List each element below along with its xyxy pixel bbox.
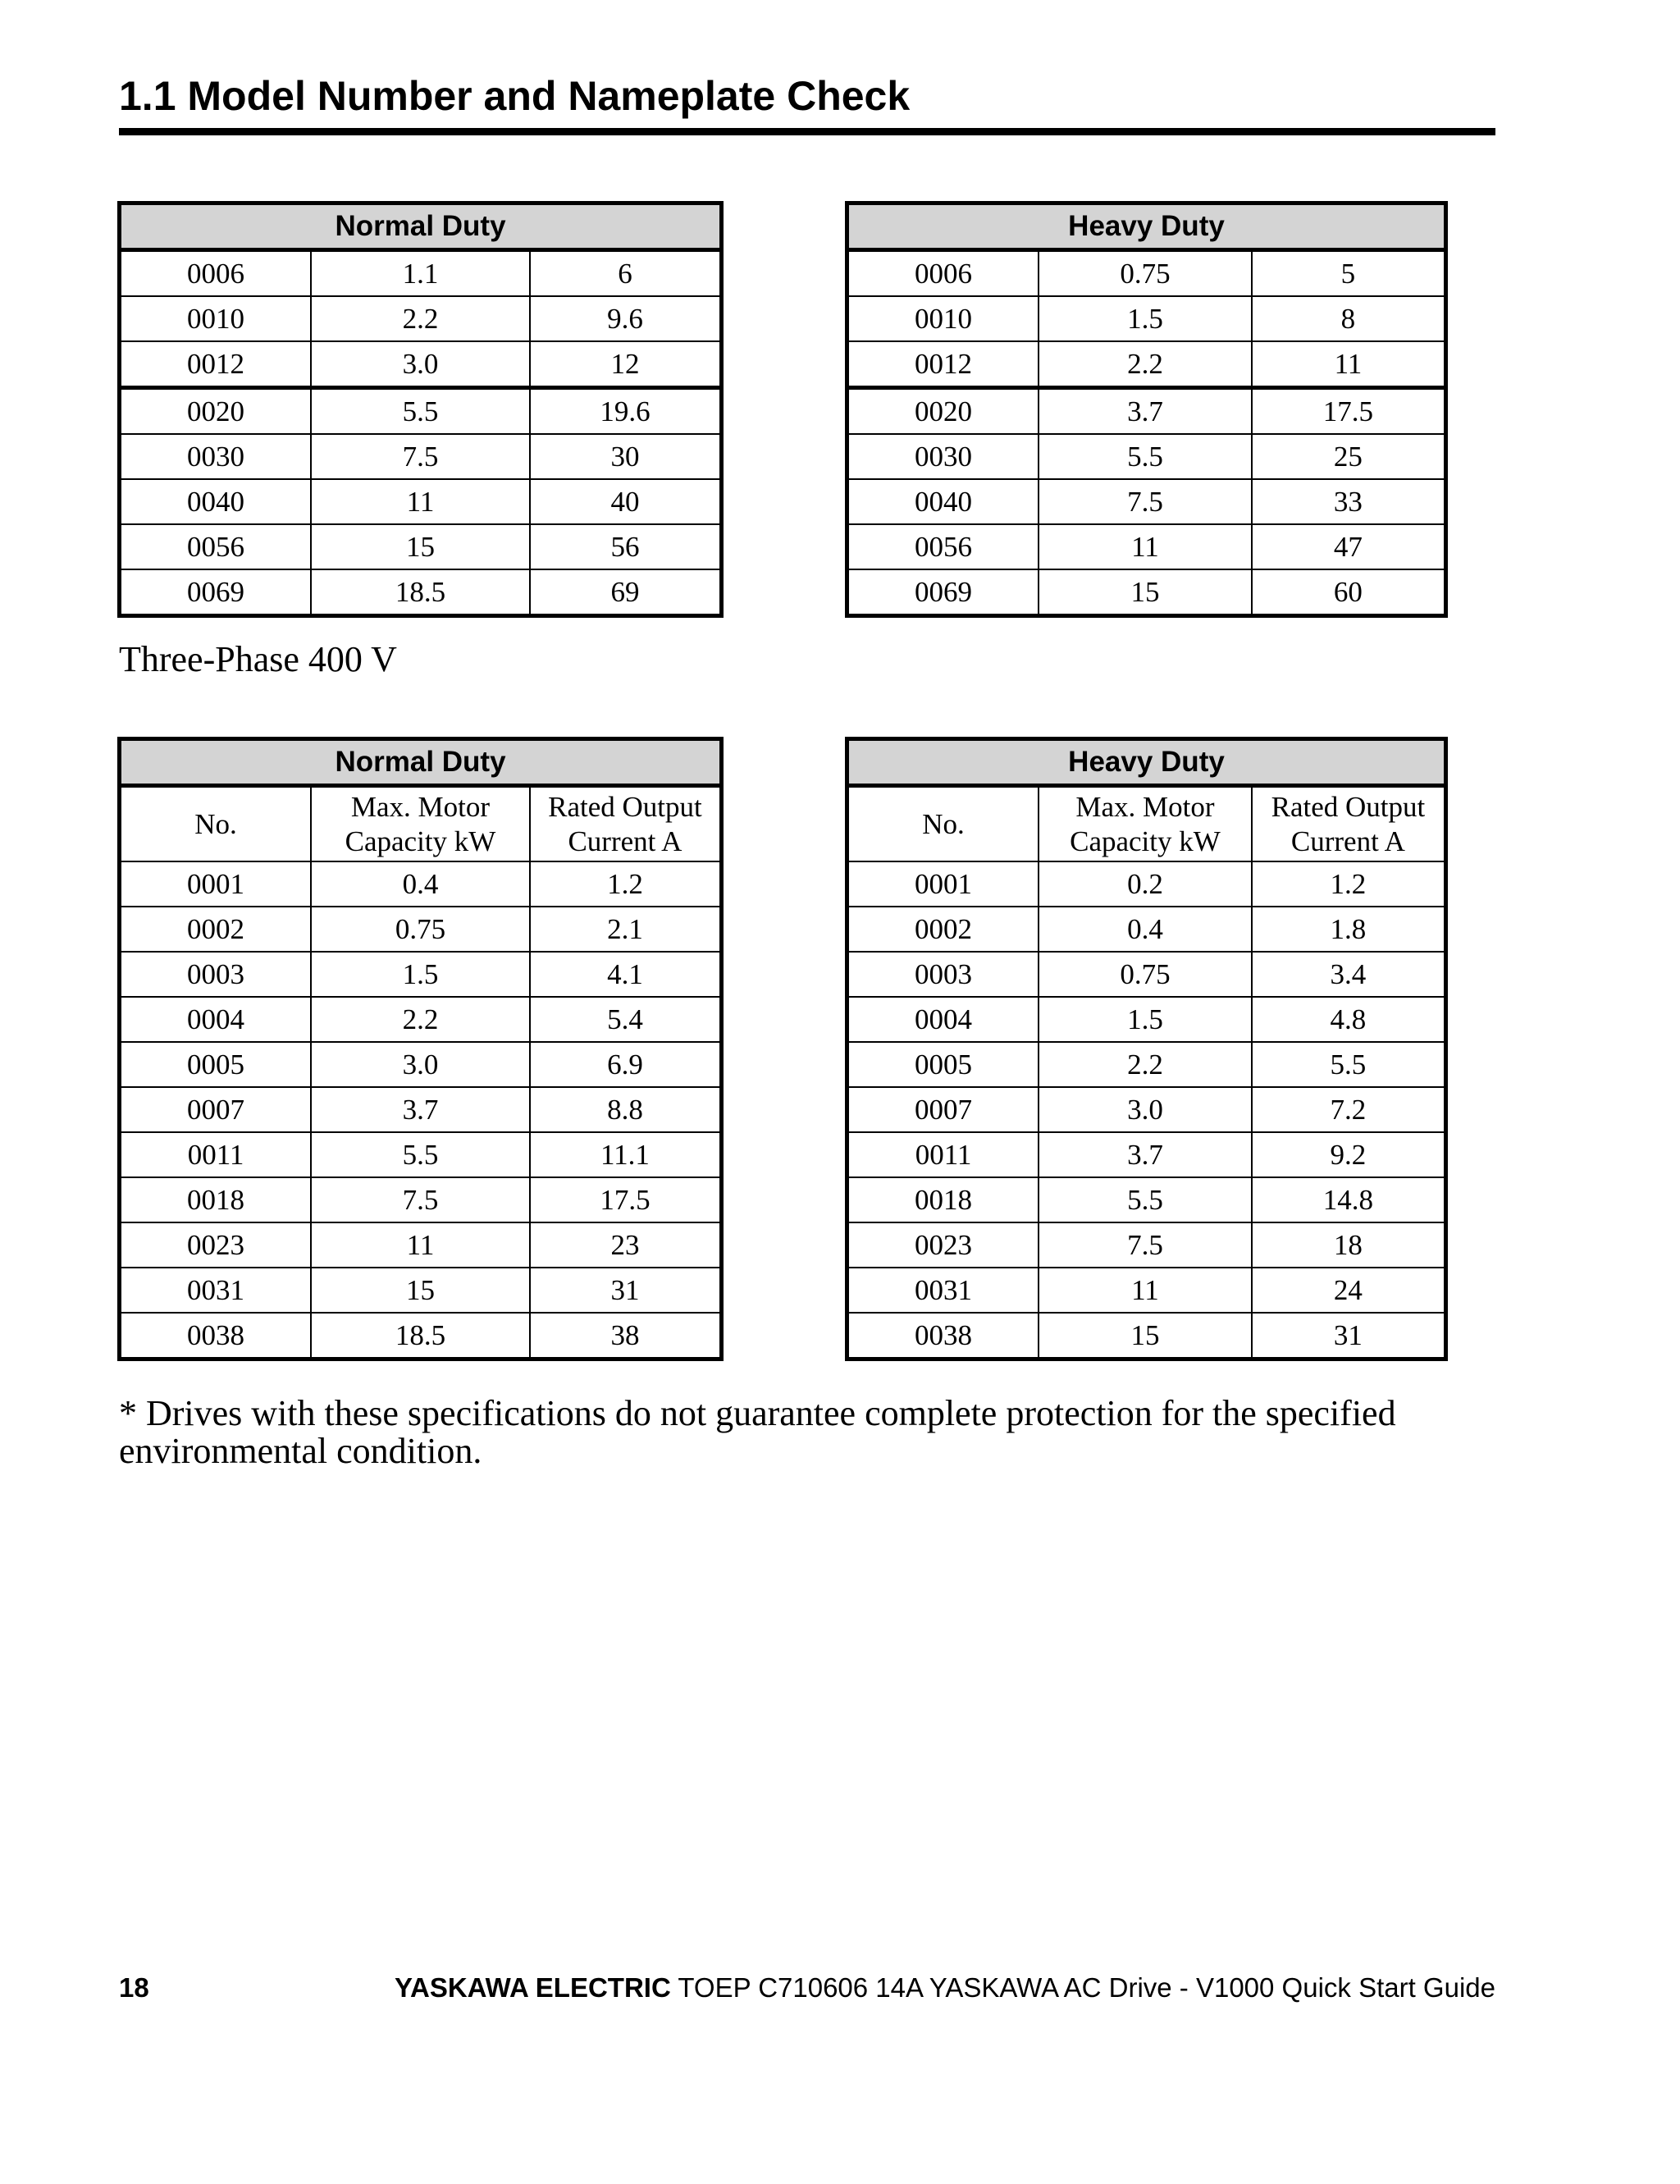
table-cell: 30: [530, 434, 722, 479]
table-cell: 0018: [847, 1177, 1039, 1222]
table-heading: Normal Duty: [120, 739, 722, 786]
table-cell: 15: [1039, 1313, 1252, 1359]
table-cell: 4.8: [1252, 997, 1446, 1042]
table-cell: 5: [1252, 250, 1446, 297]
table-cell: 12: [530, 341, 722, 388]
column-header: Rated Output Current A: [530, 786, 722, 862]
table-cell: 47: [1252, 524, 1446, 569]
table-cell: 11: [1039, 1268, 1252, 1313]
table-cell: 15: [311, 1268, 530, 1313]
table-cell: 0003: [847, 952, 1039, 997]
column-header: Max. Motor Capacity kW: [311, 786, 530, 862]
table-cell: 2.2: [311, 997, 530, 1042]
table-cell: 2.1: [530, 907, 722, 952]
table-cell: 7.5: [311, 434, 530, 479]
table-cell: 9.2: [1252, 1132, 1446, 1177]
table-cell: 40: [530, 479, 722, 524]
table-row: [847, 1222, 1446, 1268]
table-cell: 5.5: [311, 1132, 530, 1177]
table-cell: 0056: [847, 524, 1039, 569]
table-row: [120, 524, 722, 569]
table-cell: 17.5: [1252, 388, 1446, 435]
table-cell: 3.0: [311, 1042, 530, 1087]
normal-duty-200v-table: [117, 201, 724, 618]
table-cell: 5.4: [530, 997, 722, 1042]
table-cell: 18.5: [311, 1313, 530, 1359]
table-cell: 0005: [120, 1042, 312, 1087]
table-cell: 3.7: [1039, 388, 1252, 435]
table-cell: 0007: [120, 1087, 312, 1132]
table-cell: 0010: [120, 296, 312, 341]
table-cell: 5.5: [1039, 434, 1252, 479]
table-cell: 0038: [847, 1313, 1039, 1359]
column-header: Max. Motor Capacity kW: [1039, 786, 1252, 862]
table-cell: 1.5: [311, 952, 530, 997]
table-cell: 0023: [120, 1222, 312, 1268]
table-row: [847, 1042, 1446, 1087]
table-row: [120, 997, 722, 1042]
column-header: Rated Output Current A: [1252, 786, 1446, 862]
table-cell: 0.2: [1039, 861, 1252, 907]
table-row: [120, 952, 722, 997]
table-cell: 18: [1252, 1222, 1446, 1268]
table-cell: 11: [1252, 341, 1446, 388]
table-cell: 56: [530, 524, 722, 569]
column-header-row: [847, 786, 1446, 862]
table-row: [120, 341, 722, 388]
table-row: [847, 1177, 1446, 1222]
table-cell: 3.0: [1039, 1087, 1252, 1132]
table-cell: 31: [1252, 1313, 1446, 1359]
table-cell: 11: [311, 479, 530, 524]
table-cell: 60: [1252, 569, 1446, 616]
table-row: [847, 569, 1446, 616]
table-cell: 0018: [120, 1177, 312, 1222]
table-row: [847, 341, 1446, 388]
table-row: [120, 1042, 722, 1087]
table-cell: 11: [1039, 524, 1252, 569]
table-cell: 0.75: [1039, 250, 1252, 297]
table-row: [120, 250, 722, 297]
table-heading: Heavy Duty: [847, 739, 1446, 786]
heavy-duty-400v-table: [845, 737, 1448, 1361]
table-heading: Heavy Duty: [847, 203, 1446, 250]
normal-duty-400v-table: [117, 737, 724, 1361]
table-row: [847, 479, 1446, 524]
table-cell: 3.7: [311, 1087, 530, 1132]
table-cell: 0003: [120, 952, 312, 997]
table-row: [847, 434, 1446, 479]
table-cell: 15: [1039, 569, 1252, 616]
table-cell: 1.8: [1252, 907, 1446, 952]
table-cell: 1.2: [1252, 861, 1446, 907]
table-row: [120, 907, 722, 952]
section-label: Three-Phase 400 V: [119, 639, 397, 679]
table-cell: 11: [311, 1222, 530, 1268]
table-cell: 2.2: [1039, 1042, 1252, 1087]
table-cell: 25: [1252, 434, 1446, 479]
footer: [395, 1972, 1495, 2004]
table-cell: 0.4: [311, 861, 530, 907]
table-row: [120, 1132, 722, 1177]
footer-brand: YASKAWA ELECTRIC: [395, 1972, 671, 2003]
table-cell: 2.2: [311, 296, 530, 341]
table-cell: 6.9: [530, 1042, 722, 1087]
table-cell: 5.5: [1252, 1042, 1446, 1087]
table-cell: 0001: [847, 861, 1039, 907]
table-row: [847, 997, 1446, 1042]
table-cell: 2.2: [1039, 341, 1252, 388]
table-cell: 3.0: [311, 341, 530, 388]
table-cell: 1.1: [311, 250, 530, 297]
table-cell: 0040: [847, 479, 1039, 524]
page-title: 1.1 Model Number and Nameplate Check: [119, 73, 911, 119]
table-cell: 0020: [847, 388, 1039, 435]
table-cell: 19.6: [530, 388, 722, 435]
table-cell: 3.4: [1252, 952, 1446, 997]
table-row: [120, 479, 722, 524]
table-cell: 0069: [120, 569, 312, 616]
table-cell: 0069: [847, 569, 1039, 616]
table-row: [120, 1268, 722, 1313]
table-cell: 0007: [847, 1087, 1039, 1132]
table-cell: 0001: [120, 861, 312, 907]
table-cell: 0004: [847, 997, 1039, 1042]
table-cell: 0.75: [1039, 952, 1252, 997]
table-cell: 5.5: [1039, 1177, 1252, 1222]
table-cell: 5.5: [311, 388, 530, 435]
table-cell: 18.5: [311, 569, 530, 616]
table-row: [847, 524, 1446, 569]
table-cell: 0038: [120, 1313, 312, 1359]
table-cell: 7.5: [311, 1177, 530, 1222]
footer-text: TOEP C710606 14A YASKAWA AC Drive - V1000 Quick Start Guide: [670, 1972, 1495, 2003]
table-cell: 0011: [120, 1132, 312, 1177]
table-cell: 0004: [120, 997, 312, 1042]
table-cell: 0010: [847, 296, 1039, 341]
table-cell: 17.5: [530, 1177, 722, 1222]
table-row: [847, 250, 1446, 297]
table-cell: 11.1: [530, 1132, 722, 1177]
table-cell: 7.5: [1039, 1222, 1252, 1268]
table-row: [120, 1313, 722, 1359]
table-row: [847, 1087, 1446, 1132]
table-cell: 0030: [120, 434, 312, 479]
table-cell: 1.5: [1039, 296, 1252, 341]
table-cell: 15: [311, 524, 530, 569]
table-cell: 0031: [847, 1268, 1039, 1313]
table-row: [847, 1268, 1446, 1313]
table-cell: 8.8: [530, 1087, 722, 1132]
table-cell: 3.7: [1039, 1132, 1252, 1177]
table-cell: 0002: [120, 907, 312, 952]
table-cell: 24: [1252, 1268, 1446, 1313]
table-cell: 0023: [847, 1222, 1039, 1268]
table-row: [847, 388, 1446, 435]
page-number: 18: [119, 1972, 149, 2003]
table-cell: 14.8: [1252, 1177, 1446, 1222]
table-cell: 0040: [120, 479, 312, 524]
table-cell: 31: [530, 1268, 722, 1313]
table-cell: 7.2: [1252, 1087, 1446, 1132]
table-row: [847, 296, 1446, 341]
title-rule: [119, 128, 1495, 135]
table-row: [120, 434, 722, 479]
footnote: * Drives with these specifications do not guarantee complete protection for the specified environmental condition.: [119, 1393, 1396, 1471]
table-cell: 38: [530, 1313, 722, 1359]
table-cell: 9.6: [530, 296, 722, 341]
table-cell: 0011: [847, 1132, 1039, 1177]
table-row: [847, 1313, 1446, 1359]
column-header: No.: [847, 786, 1039, 862]
table-cell: 0.75: [311, 907, 530, 952]
table-row: [120, 1222, 722, 1268]
table-cell: 0.4: [1039, 907, 1252, 952]
table-cell: 0012: [847, 341, 1039, 388]
table-row: [120, 388, 722, 435]
table-cell: 33: [1252, 479, 1446, 524]
table-cell: 0006: [847, 250, 1039, 297]
table-cell: 0012: [120, 341, 312, 388]
table-cell: 1.5: [1039, 997, 1252, 1042]
table-cell: 0030: [847, 434, 1039, 479]
table-cell: 23: [530, 1222, 722, 1268]
table-row: [120, 296, 722, 341]
table-cell: 0002: [847, 907, 1039, 952]
table-row: [847, 952, 1446, 997]
table-cell: 0020: [120, 388, 312, 435]
table-cell: 0056: [120, 524, 312, 569]
column-header-row: [120, 786, 722, 862]
table-cell: 4.1: [530, 952, 722, 997]
table-cell: 8: [1252, 296, 1446, 341]
table-row: [847, 907, 1446, 952]
table-cell: 0006: [120, 250, 312, 297]
table-cell: 69: [530, 569, 722, 616]
table-row: [847, 861, 1446, 907]
table-row: [120, 569, 722, 616]
heavy-duty-200v-table: [845, 201, 1448, 618]
table-cell: 1.2: [530, 861, 722, 907]
table-row: [120, 1177, 722, 1222]
table-cell: 0005: [847, 1042, 1039, 1087]
table-cell: 6: [530, 250, 722, 297]
table-row: [847, 1132, 1446, 1177]
table-cell: 0031: [120, 1268, 312, 1313]
table-heading: Normal Duty: [120, 203, 722, 250]
column-header: No.: [120, 786, 312, 862]
table-row: [120, 1087, 722, 1132]
table-row: [120, 861, 722, 907]
table-cell: 7.5: [1039, 479, 1252, 524]
